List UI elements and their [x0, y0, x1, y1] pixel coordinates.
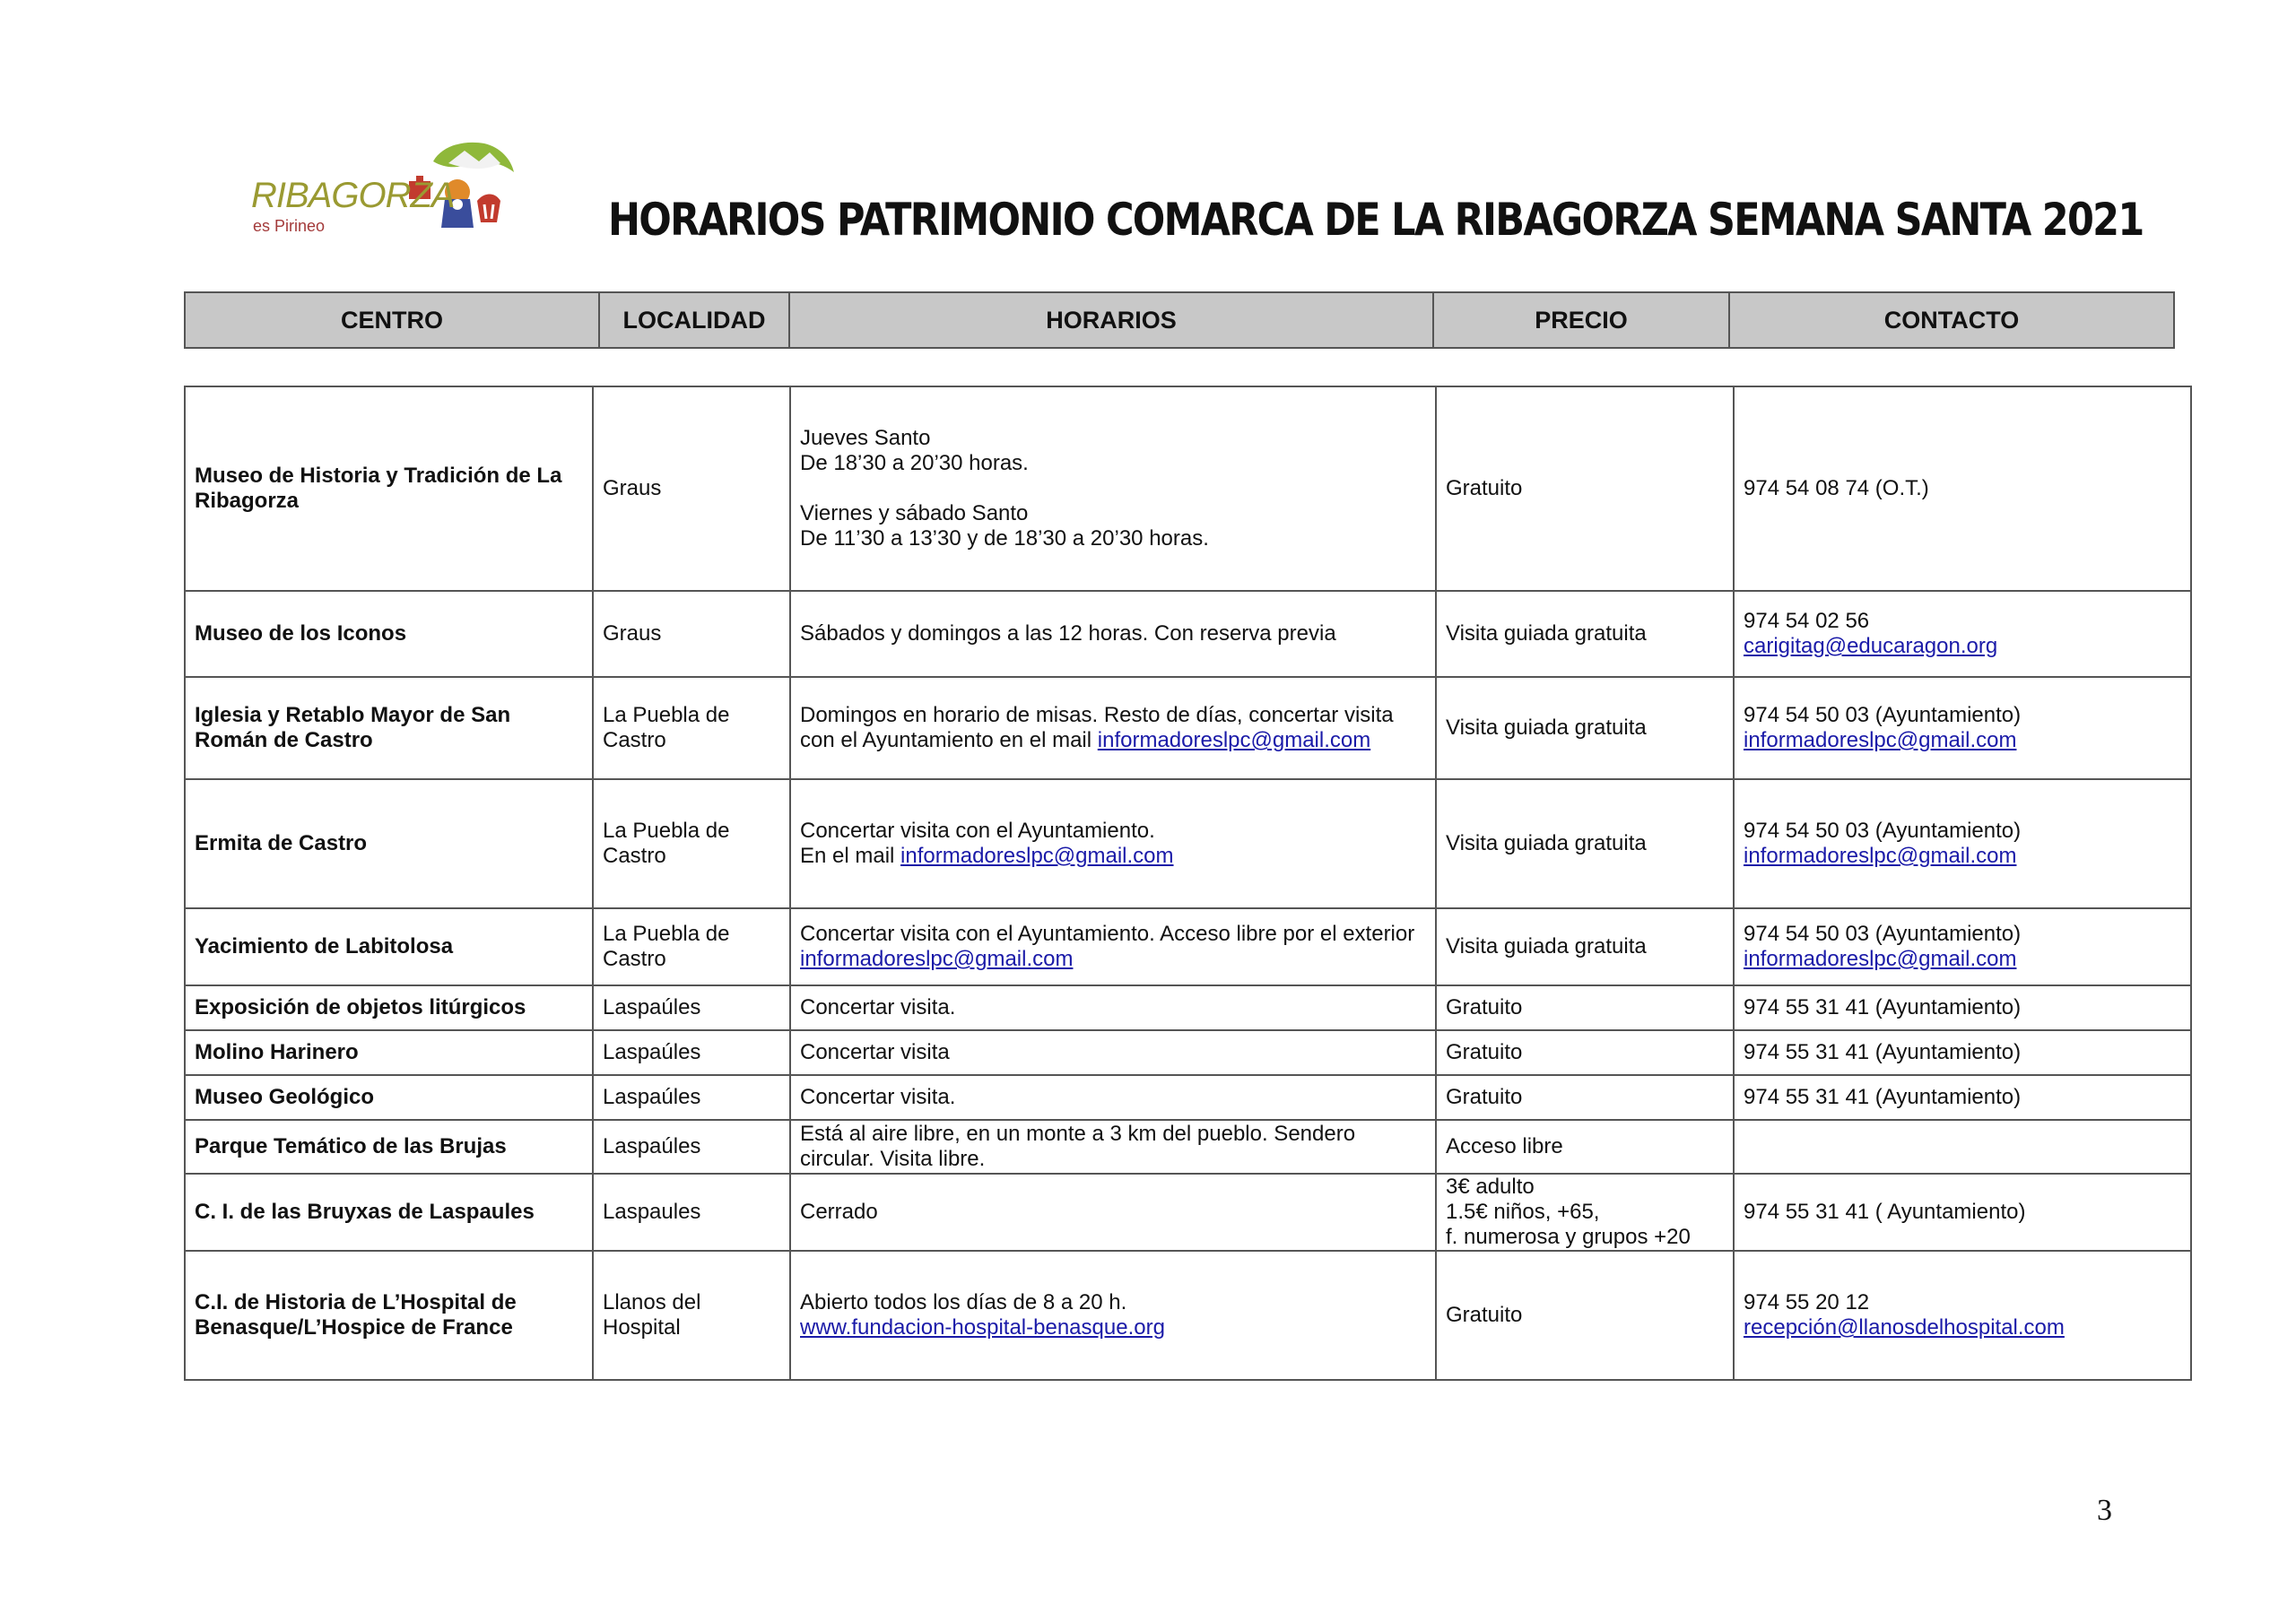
cell-line: 974 54 50 03 (Ayuntamiento): [1744, 922, 2022, 946]
column-header-contacto: CONTACTO: [1729, 292, 2174, 348]
cell-contacto: [1734, 1174, 2191, 1251]
cell-line: 974 55 31 41 ( Ayuntamiento): [1744, 1200, 2026, 1224]
cell-contacto: [1734, 1030, 2191, 1075]
cell-line: Visita guiada gratuita: [1446, 716, 1647, 740]
cell-line: Sábados y domingos a las 12 horas. Con reserva previa: [800, 621, 1336, 646]
column-header-horarios: HORARIOS: [789, 292, 1433, 348]
cell-precio: [1436, 1251, 1734, 1380]
cell-centro: [185, 779, 593, 908]
localidad-name: Laspaules: [603, 1200, 701, 1224]
horarios-text: Domingos en horario de misas. Resto de días, concertar visita con el Ayuntamiento en el mail: [800, 703, 1394, 752]
cell-centro: [185, 1075, 593, 1120]
cell-line: Gratuito: [1446, 995, 1523, 1019]
localidad-name: Laspaúles: [603, 1134, 701, 1158]
cell-localidad: [593, 779, 790, 908]
cell-localidad: [593, 677, 790, 779]
cell-contacto: [1734, 779, 2191, 908]
cell-centro: [185, 1251, 593, 1380]
cell-line: De 11’30 a 13’30 y de 18’30 a 20’30 horas.: [800, 526, 1209, 551]
cell-localidad: [593, 1030, 790, 1075]
table-row: [185, 677, 2191, 779]
localidad-name: Laspaúles: [603, 1085, 701, 1109]
cell-localidad: [593, 1120, 790, 1174]
cell-centro: [185, 1174, 593, 1251]
email-link[interactable]: informadoreslpc@gmail.com: [1744, 947, 2017, 971]
page-title: HORARIOS PATRIMONIO COMARCA DE LA RIBAGORZA SEMANA SANTA 2021: [608, 194, 2144, 246]
cell-line: Gratuito: [1446, 1085, 1523, 1109]
cell-contacto: [1734, 677, 2191, 779]
centro-name: Exposición de objetos litúrgicos: [195, 995, 526, 1019]
centro-name: C.I. de Historia de L’Hospital de Benasque/L’Hospice de France: [195, 1290, 517, 1340]
cell-localidad: [593, 985, 790, 1030]
table-row: [185, 985, 2191, 1030]
column-header-precio: PRECIO: [1433, 292, 1729, 348]
cell-line: De 18’30 a 20’30 horas.: [800, 451, 1029, 475]
line-gap: [800, 476, 1426, 501]
table-row: [185, 1251, 2191, 1380]
cell-contacto: [1734, 1120, 2191, 1174]
centro-name: Museo Geológico: [195, 1085, 375, 1109]
localidad-name: Graus: [603, 621, 662, 646]
cell-precio: [1436, 908, 1734, 985]
centro-name: Parque Temático de las Brujas: [195, 1134, 507, 1158]
table-row: [185, 1120, 2191, 1174]
cell-localidad: [593, 1075, 790, 1120]
cell-line: Visita guiada gratuita: [1446, 831, 1647, 855]
cell-line: Gratuito: [1446, 1303, 1523, 1327]
cell-line: Gratuito: [1446, 476, 1523, 500]
column-header-centro: CENTRO: [185, 292, 599, 348]
localidad-name: Graus: [603, 476, 662, 500]
cell-horarios: [790, 908, 1436, 985]
cell-line: Concertar visita.: [800, 1085, 956, 1109]
cell-horarios: [790, 985, 1436, 1030]
localidad-name: Llanos del Hospital: [603, 1290, 701, 1340]
cell-contacto: [1734, 1251, 2191, 1380]
cell-line: 974 54 02 56: [1744, 609, 1870, 633]
cell-line: 1.5€ niños, +65,: [1446, 1200, 1600, 1224]
logo-tagline: es Pirineo: [253, 217, 326, 235]
cell-horarios: [790, 1251, 1436, 1380]
localidad-name: La Puebla de Castro: [603, 922, 730, 971]
column-header-localidad: LOCALIDAD: [599, 292, 789, 348]
cell-line: f. numerosa y grupos +20: [1446, 1225, 1691, 1249]
cell-contacto: [1734, 985, 2191, 1030]
page-number: 3: [2097, 1494, 2112, 1527]
email-link[interactable]: www.fundacion-hospital-benasque.org: [800, 1315, 1165, 1340]
email-link[interactable]: recepción@llanosdelhospital.com: [1744, 1315, 2065, 1340]
cell-centro: [185, 591, 593, 677]
cell-line: Jueves Santo: [800, 426, 931, 450]
cell-line: 974 55 20 12: [1744, 1290, 1870, 1314]
cell-localidad: [593, 591, 790, 677]
cell-line: Cerrado: [800, 1200, 878, 1224]
cell-precio: [1436, 591, 1734, 677]
email-link[interactable]: informadoreslpc@gmail.com: [1744, 728, 2017, 752]
email-link[interactable]: carigitag@educaragon.org: [1744, 634, 1998, 658]
cell-precio: [1436, 779, 1734, 908]
cell-line: Concertar visita.: [800, 995, 956, 1019]
localidad-name: Laspaúles: [603, 995, 701, 1019]
localidad-name: La Puebla de Castro: [603, 819, 730, 868]
cell-centro: [185, 677, 593, 779]
cell-localidad: [593, 908, 790, 985]
email-link[interactable]: informadoreslpc@gmail.com: [800, 947, 1074, 971]
centro-name: Ermita de Castro: [195, 831, 368, 855]
cell-contacto: [1734, 908, 2191, 985]
cell-localidad: [593, 386, 790, 591]
cell-precio: [1436, 1030, 1734, 1075]
cell-contacto: [1734, 386, 2191, 591]
cell-horarios: [790, 677, 1436, 779]
cell-centro: [185, 386, 593, 591]
cell-precio: [1436, 985, 1734, 1030]
cell-horarios: [790, 779, 1436, 908]
centro-name: Iglesia y Retablo Mayor de San Román de Castro: [195, 703, 511, 752]
centro-name: Museo de los Iconos: [195, 621, 407, 646]
cell-localidad: [593, 1174, 790, 1251]
cell-line: Abierto todos los días de 8 a 20 h.: [800, 1290, 1127, 1314]
cell-localidad: [593, 1251, 790, 1380]
logo-brand-text: RIBAGORZA: [251, 176, 455, 215]
table-row: [185, 1075, 2191, 1120]
cell-line: Concertar visita: [800, 1040, 950, 1064]
cell-line: 3€ adulto: [1446, 1175, 1535, 1199]
centro-name: C. I. de las Bruyxas de Laspaules: [195, 1200, 535, 1224]
horarios-text: Concertar visita con el Ayuntamiento. Acceso libre por el exterior: [800, 922, 1415, 946]
table-row: [185, 386, 2191, 591]
cell-horarios: [790, 1174, 1436, 1251]
ribagorza-logo: [249, 136, 545, 242]
cell-line: 974 55 31 41 (Ayuntamiento): [1744, 1040, 2022, 1064]
table-row: [185, 1174, 2191, 1251]
cell-precio: [1436, 386, 1734, 591]
column-header-table: [184, 291, 2175, 349]
localidad-name: Laspaúles: [603, 1040, 701, 1064]
cell-precio: [1436, 677, 1734, 779]
email-link[interactable]: informadoreslpc@gmail.com: [1744, 844, 2017, 868]
localidad-name: La Puebla de Castro: [603, 703, 730, 752]
email-link[interactable]: informadoreslpc@gmail.com: [900, 844, 1174, 868]
cell-line: Gratuito: [1446, 1040, 1523, 1064]
table-row: [185, 908, 2191, 985]
cell-line: 974 54 50 03 (Ayuntamiento): [1744, 703, 2022, 727]
cell-centro: [185, 908, 593, 985]
cell-line: 974 55 31 41 (Ayuntamiento): [1744, 995, 2022, 1019]
cell-line: 974 55 31 41 (Ayuntamiento): [1744, 1085, 2022, 1109]
table-row: [185, 591, 2191, 677]
cell-horarios: [790, 1030, 1436, 1075]
cell-precio: [1436, 1120, 1734, 1174]
table-row: [185, 1030, 2191, 1075]
email-link[interactable]: informadoreslpc@gmail.com: [1097, 728, 1371, 752]
cell-horarios: [790, 386, 1436, 591]
cell-line: Visita guiada gratuita: [1446, 934, 1647, 958]
cell-line: Acceso libre: [1446, 1134, 1563, 1158]
cell-line: Concertar visita con el Ayuntamiento.: [800, 819, 1155, 843]
cell-precio: [1436, 1075, 1734, 1120]
horarios-text: En el mail: [800, 844, 901, 868]
cell-line: Visita guiada gratuita: [1446, 621, 1647, 646]
cell-contacto: [1734, 591, 2191, 677]
cell-horarios: [790, 1075, 1436, 1120]
centro-name: Yacimiento de Labitolosa: [195, 934, 454, 958]
cell-centro: [185, 1030, 593, 1075]
cell-contacto: [1734, 1075, 2191, 1120]
cell-line: Está al aire libre, en un monte a 3 km del pueblo. Sendero circular. Visita libre.: [800, 1122, 1356, 1171]
centro-name: Museo de Historia y Tradición de La Ribagorza: [195, 464, 562, 513]
cell-horarios: [790, 591, 1436, 677]
table-row: [185, 779, 2191, 908]
cell-horarios: [790, 1120, 1436, 1174]
cell-centro: [185, 985, 593, 1030]
cell-precio: [1436, 1174, 1734, 1251]
schedule-table: [184, 386, 2192, 1381]
cell-line: 974 54 08 74 (O.T.): [1744, 476, 1929, 500]
cell-line: Viernes y sábado Santo: [800, 501, 1029, 525]
cell-line: 974 54 50 03 (Ayuntamiento): [1744, 819, 2022, 843]
cell-centro: [185, 1120, 593, 1174]
centro-name: Molino Harinero: [195, 1040, 359, 1064]
